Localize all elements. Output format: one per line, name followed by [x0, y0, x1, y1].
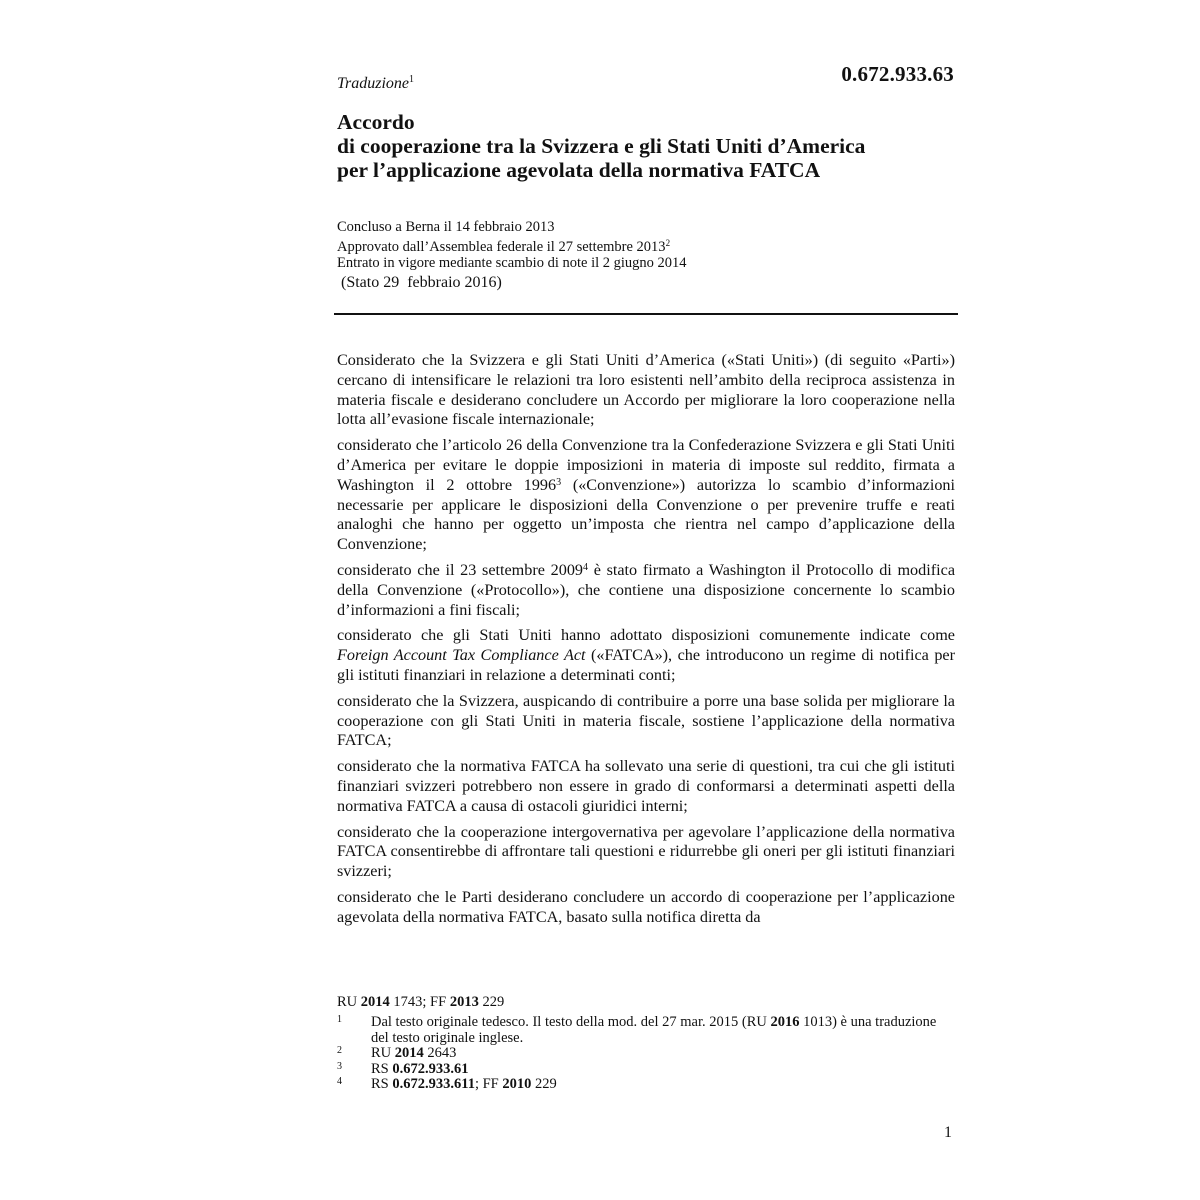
official-source-reference: RU 2014 1743; FF 2013 229: [337, 994, 505, 1010]
preamble-paragraph: considerato che l’articolo 26 della Convenzione tra la Confederazione Svizzera e gli Stati Uniti d’America per evitare le doppie imposizioni in materia di imposte sul reddito, firmata a Washington il 2 ottobre 1996$^3$ («Convenzione») autorizza lo scambio d’informazioni necessarie per applicare le disposizioni della Convenzione o per prevenire truffe e reati analoghi che hanno per oggetto un’imposta che rientra nel campo d’applicazione della Convenzione;: [337, 436, 955, 554]
footnote-ref-1[interactable]: 1: [409, 74, 415, 85]
concluded-date: Concluso a Berna il 14 febbraio 2013: [337, 219, 555, 235]
footnote-ref-2[interactable]: 2: [665, 238, 671, 248]
document-metadata: [337, 219, 687, 271]
preamble-paragraph: considerato che la cooperazione intergovernativa per agevolare l’applicazione della normativa FATCA consentirebbe di affrontare tali questioni e ridurrebbe gli oneri per gli istituti finanziari svizzeri;: [337, 822, 955, 881]
entry-into-force: Entrato in vigore mediante scambio di note il 2 giugno 2014: [337, 255, 687, 271]
footnotes: [337, 1015, 957, 1093]
footnote-2: 2 RU 2014 2643: [337, 1045, 457, 1061]
translation-label: Traduzione$^1$: [337, 74, 415, 92]
preamble-paragraph: considerato che gli Stati Uniti hanno adottato disposizioni comunemente indicate come Foreign Account Tax Compliance Act («FATCA»), che introducono un regime di notifica per gli istituti finanziari in relazione a determinati conti;: [337, 626, 956, 684]
title-line-1: Accordo: [337, 110, 415, 134]
approved-date: Approvato dall’Assemblea federale il 27 settembre 2013$^2$: [337, 238, 671, 255]
preamble: [337, 351, 955, 934]
footnote-3: 3 RS 0.672.933.61: [337, 1060, 469, 1077]
preamble-paragraph: considerato che la normativa FATCA ha sollevato una serie di questioni, tra cui che gli istituti finanziari svizzeri potrebbero non essere in grado di conformarsi a determinati aspetti della normativa FATCA a causa di ostacoli giuridici interni;: [337, 757, 955, 815]
document-title: [337, 110, 977, 182]
status-date: (Stato 29 febbraio 2016): [341, 274, 502, 291]
footnote-ref-3[interactable]: 3: [556, 476, 562, 488]
preamble-paragraph: Considerato che la Svizzera e gli Stati Uniti d’America («Stati Uniti») (di seguito «Parti») cercano di intensificare le relazioni tra loro esistenti nell’ambito della reciproca assistenza in materia fiscale e desiderano concludere un Accordo per migliorare la loro cooperazione nella lotta all’evasione fiscale internazionale;: [337, 351, 955, 429]
title-line-3: per l’applicazione agevolata della normativa FATCA: [337, 158, 821, 182]
header-divider: [334, 313, 958, 315]
footnote-ref-4[interactable]: 4: [583, 561, 589, 573]
footnote-4: 4 RS 0.672.933.611; FF 2010 229: [337, 1076, 557, 1092]
page-number: 1: [944, 1124, 952, 1141]
sr-number: 0.672.933.63: [841, 62, 954, 86]
preamble-paragraph: considerato che il 23 settembre 2009$^4$ è stato firmato a Washington il Protocollo di modifica della Convenzione («Protocollo»), che contiene una disposizione concernente lo scambio d’informazioni a fini fiscali;: [337, 560, 956, 619]
footnote-1: 1 Dal testo originale tedesco. Il testo della mod. del 27 mar. 2015 (RU 2016 1013) è una traduzione del testo originale inglese.: [337, 1014, 937, 1046]
title-line-2: di cooperazione tra la Svizzera e gli Stati Uniti d’America: [337, 134, 866, 158]
preamble-paragraph: considerato che le Parti desiderano concludere un accordo di cooperazione per l’applicazione agevolata della normativa FATCA, basato sulla notifica diretta da: [337, 887, 955, 926]
preamble-paragraph: considerato che la Svizzera, auspicando di contribuire a porre una base solida per migliorare la cooperazione con gli Stati Uniti in materia fiscale, sostiene l’applicazione della normativa FATCA;: [337, 691, 955, 750]
